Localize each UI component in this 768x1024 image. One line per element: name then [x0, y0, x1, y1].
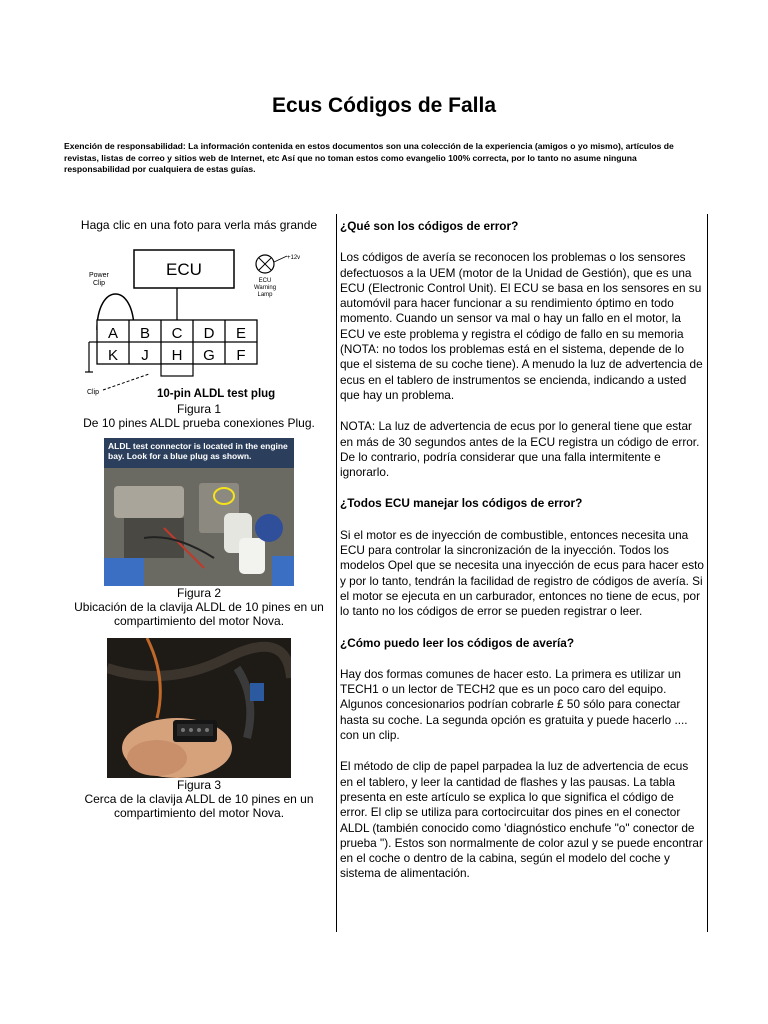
figure-2-overlay-text: ALDL test connector is located in the engine bay. Look for a blue plug as shown. — [108, 441, 288, 461]
lamp-label-1: ECU — [258, 278, 272, 284]
figure-2-photo[interactable] — [104, 438, 294, 586]
column-divider-left — [336, 214, 337, 932]
plug-label: 10-pin ALDL test plug — [157, 388, 276, 400]
lamp-label-2: Warning — [253, 285, 277, 291]
disclaimer-text: Exención de responsabilidad: La información contenida en estos documentos son una colección de la experiencia (amigos o yo mismo), artículos de revistas, listas de correo y sitios web de Internet, etc Así que no toman estos como evangelio 100% correcta, por lo tanto no asume ninguna responsabilidad por cualquiera de estas guías. — [64, 141, 674, 174]
clip-label: Clip — [87, 389, 100, 396]
pin-k: K — [107, 347, 119, 364]
volt-label: +12v — [287, 255, 301, 261]
heading-what-are-error-codes: ¿Qué son los códigos de error? — [340, 219, 519, 233]
pin-grid — [97, 320, 257, 364]
pin-a: A — [107, 325, 119, 342]
power-clip-label-2: Clip — [93, 280, 106, 287]
figures-column — [64, 218, 334, 820]
pin-e: E — [235, 325, 247, 342]
lamp-label-3: Lamp — [257, 292, 273, 298]
figure-2-number: Figura 2 — [176, 586, 222, 600]
paragraph-note: NOTA: La luz de advertencia de ecus por lo general tiene que estar en más de 30 segundos antes de la ECU registra un código de error. De lo contrario, podría considerar que una falla intermitente e ignorarlo. — [340, 419, 700, 480]
figure-3-caption: Cerca de la clavija ALDL de 10 pines en un compartimiento del motor Nova. — [84, 792, 314, 820]
ecu-label: ECU — [166, 260, 202, 279]
figure-3-number: Figura 3 — [176, 778, 222, 792]
figure-1-number: Figura 1 — [176, 402, 222, 416]
pin-d: D — [203, 325, 215, 342]
pin-h: H — [171, 347, 183, 364]
article-column — [340, 219, 704, 898]
pin-g: G — [203, 347, 215, 364]
figure-3-photo[interactable] — [107, 638, 291, 778]
heading-all-ecus: ¿Todos ECU manejar los códigos de error? — [340, 496, 583, 511]
pin-c: C — [171, 325, 183, 342]
paragraph-two-ways: Hay dos formas comunes de hacer esto. La primera es utilizar un TECH1 o un lector de TECH2 que es un poco caro del equipo. Algunos concesionarios podrían cobrarle £ 50 sólo para conectar hasta su coche. La segunda opción es gratuita y puede hacerlo .... con un clip. — [340, 666, 688, 743]
pin-j: J — [141, 347, 149, 364]
paragraph-error-codes-intro: Los códigos de avería se reconocen los problemas o los sensores defectuosos a la UEM (motor de la Unidad de Gestión), que es una ECU (Electronic Control Unit). El ECU se basa en los sensores en su automóvil para hacer funcionar a su rendimiento óptimo en todo momento. Cuando un sensor va mal o hay un fallo en el motor, la ECU ve este problema y registra el código de fallo en su memoria (NOTA: no todos los problemas está en el sistema, depende de lo que el sistema de su coche tiene). A menudo la luz de advertencia de ecus en el tablero de instrumentos se encienda, indicando a usted que hay un problema. — [340, 250, 703, 402]
power-clip-label-1: Power — [89, 272, 109, 279]
figure-2-caption: Ubicación de la clavija ALDL de 10 pines en un compartimiento del motor Nova. — [74, 600, 324, 628]
figure-1-diagram[interactable] — [79, 242, 319, 402]
paragraph-clip-method: El método de clip de papel parpadea la luz de advertencia de ecus en el tablero, y leer la cantidad de flashes y las pausas. La tabla presenta en este artículo se explica lo que significa el código de error. El clip se utiliza para cortocircuitar dos pines en el conector ALDL (también conocido como 'diagnóstico enchufe "o" conector de prueba "). Estos son normalmente de color azul y se puede encontrar en el coche o dentro de la cabina, según el modelo del coche y sistema de alimentación. — [340, 759, 703, 881]
column-divider-right — [707, 214, 708, 932]
heading-how-to-read: ¿Cómo puedo leer los códigos de avería? — [340, 635, 575, 650]
h-pin-tab — [161, 364, 193, 376]
pin-b: B — [139, 325, 151, 342]
page-title: Ecus Códigos de Falla — [271, 94, 497, 117]
paragraph-injection: Si el motor es de inyección de combustible, entonces necesita una ECU para controlar la sincronización de la inyección. Todos los modelos Opel que se necesita una inyección de ecus para hacer esto y por lo tanto, tendrán la facilidad de registro de códigos de avería. Si el motor se ejecuta en un carburador, entonces no tiene de ecus, por lo tanto no los códigos de error se pueden registrar o leer. — [340, 527, 704, 619]
pin-f: F — [236, 347, 246, 364]
figure-1-caption: De 10 pines ALDL prueba conexiones Plug. — [83, 416, 315, 430]
click-hint: Haga clic en una foto para verla más grande — [80, 218, 318, 232]
